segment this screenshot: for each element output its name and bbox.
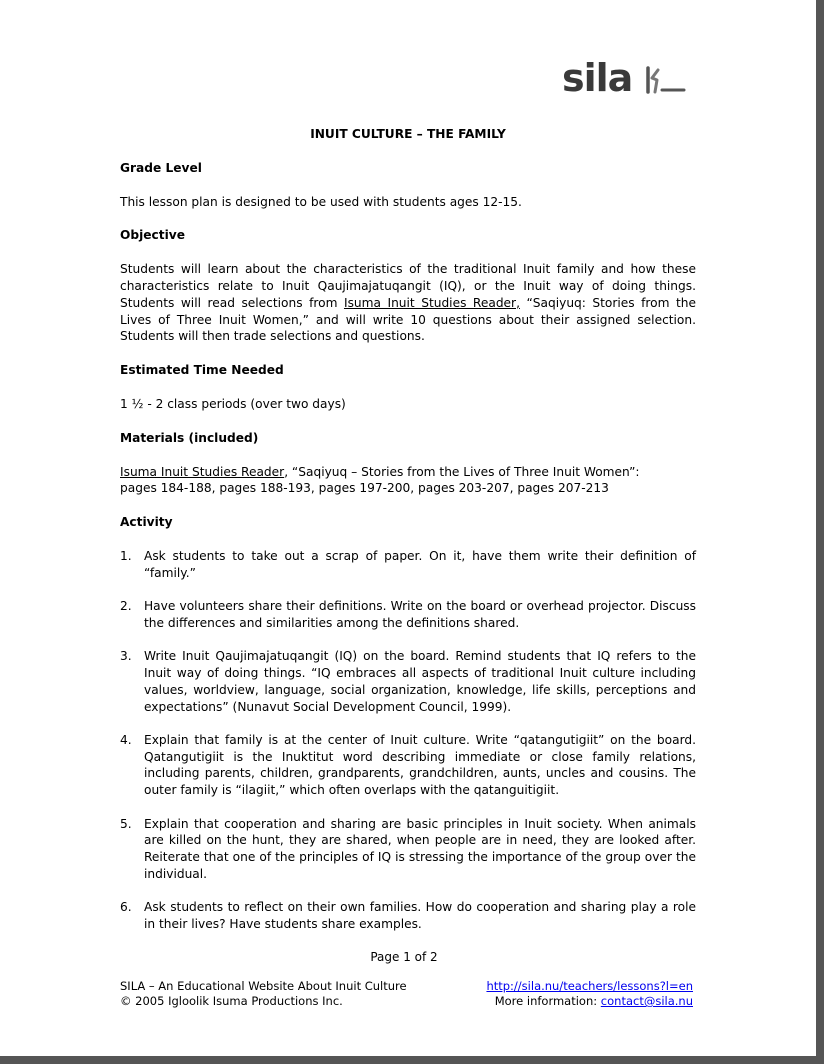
list-item — [120, 548, 696, 582]
step-number: 1. — [120, 548, 132, 563]
sila-logo — [562, 58, 692, 102]
activity-heading: Activity — [120, 515, 173, 530]
footer-right — [470, 979, 693, 1009]
step-text: Explain that cooperation and sharing are basic principles in Inuit society. When animals are killed on the hunt, they are shared, when people are in need, they are looked after. Reiterate that one of the principles of IQ is stressing the importance of the group over the individual. — [144, 816, 696, 881]
objective-text — [120, 261, 696, 345]
materials-book-title: Isuma Inuit Studies Reader — [120, 464, 285, 479]
step-number: 4. — [120, 732, 132, 747]
list-item — [120, 598, 696, 632]
materials-text — [120, 464, 696, 498]
step-text: Have volunteers share their definitions. Write on the board or overhead projector. Discuss the differences and similarities among the definitions shared. — [144, 599, 696, 630]
page-number: Page 1 of 2 — [370, 950, 438, 964]
materials-heading: Materials (included) — [120, 430, 259, 445]
list-item — [120, 816, 696, 883]
list-item — [120, 732, 696, 799]
list-item — [120, 648, 696, 715]
logo-text: sila — [562, 56, 633, 100]
footer-more-info-label: More information: — [494, 994, 601, 1008]
document-title: INUIT CULTURE – THE FAMILY — [310, 127, 506, 141]
step-text: Ask students to take out a scrap of paper. On it, have them write their definition of “family.” — [144, 548, 696, 580]
step-text: Ask students to reflect on their own families. How do cooperation and sharing play a role in their lives? Have students share examples. — [144, 900, 696, 931]
document-body — [120, 126, 696, 949]
step-text: Explain that family is at the center of Inuit culture. Write “qatangutigiit” on the board. Qatangutigiit is the Inuktitut word describing immediate or close family relations, including parents, children, grandparents, grandchildren, aunts, uncles and cousins. The outer family is “ilagiit,” which often overlaps with the qatanguitigiit. — [144, 732, 696, 798]
grade-level-heading: Grade Level — [120, 160, 202, 175]
activity-list — [120, 548, 696, 933]
footer-left — [120, 979, 407, 1009]
objective-heading: Objective — [120, 228, 185, 243]
step-text: Write Inuit Qaujimajatuqangit (IQ) on the board. Remind students that IQ refers to the Inuit way of doing things. “IQ embraces all aspects of traditional Inuit culture including values, worldview, language, social organization, knowledge, life skills, perceptions and expectations” (Nunavut Social Development Council, 1999). — [144, 649, 696, 714]
objective-text-part1: Students will learn about the characteristics of the traditional Inuit family and how these characteristics relate to Inuit Qaujimajatuqangit (IQ), or the Inuit way of doing things. Students will read selections from — [120, 262, 696, 310]
objective-text-part2: “Saqiyuq: Stories from the Lives of Three Inuit Women,” and will write 10 questions about their assigned selection. Students will then trade selections and questions. — [120, 295, 697, 344]
time-heading: Estimated Time Needed — [120, 363, 284, 378]
materials-pages: pages 184-188, pages 188-193, pages 197-200, pages 203-207, pages 207-213 — [120, 481, 609, 496]
footer-site-description: SILA – An Educational Website About Inuit Culture — [120, 979, 407, 993]
step-number: 6. — [120, 900, 132, 915]
step-number: 3. — [120, 649, 132, 664]
grade-level-text: This lesson plan is designed to be used with students ages 12-15. — [120, 194, 522, 209]
materials-line1: , “Saqiyuq – Stories from the Lives of Three Inuit Women”: — [284, 464, 640, 479]
step-number: 2. — [120, 599, 132, 614]
footer-email-link[interactable]: contact@sila.nu — [600, 994, 693, 1008]
time-text: 1 ½ - 2 class periods (over two days) — [120, 396, 346, 411]
objective-book-title: Isuma Inuit Studies Reader, — [343, 295, 520, 310]
step-number: 5. — [120, 816, 132, 831]
list-item — [120, 899, 696, 933]
footer-copyright: © 2005 Igloolik Isuma Productions Inc. — [120, 994, 343, 1008]
footer-url-link[interactable]: http://sila.nu/teachers/lessons?l=en — [486, 979, 693, 993]
sila-mark-icon — [642, 66, 686, 94]
